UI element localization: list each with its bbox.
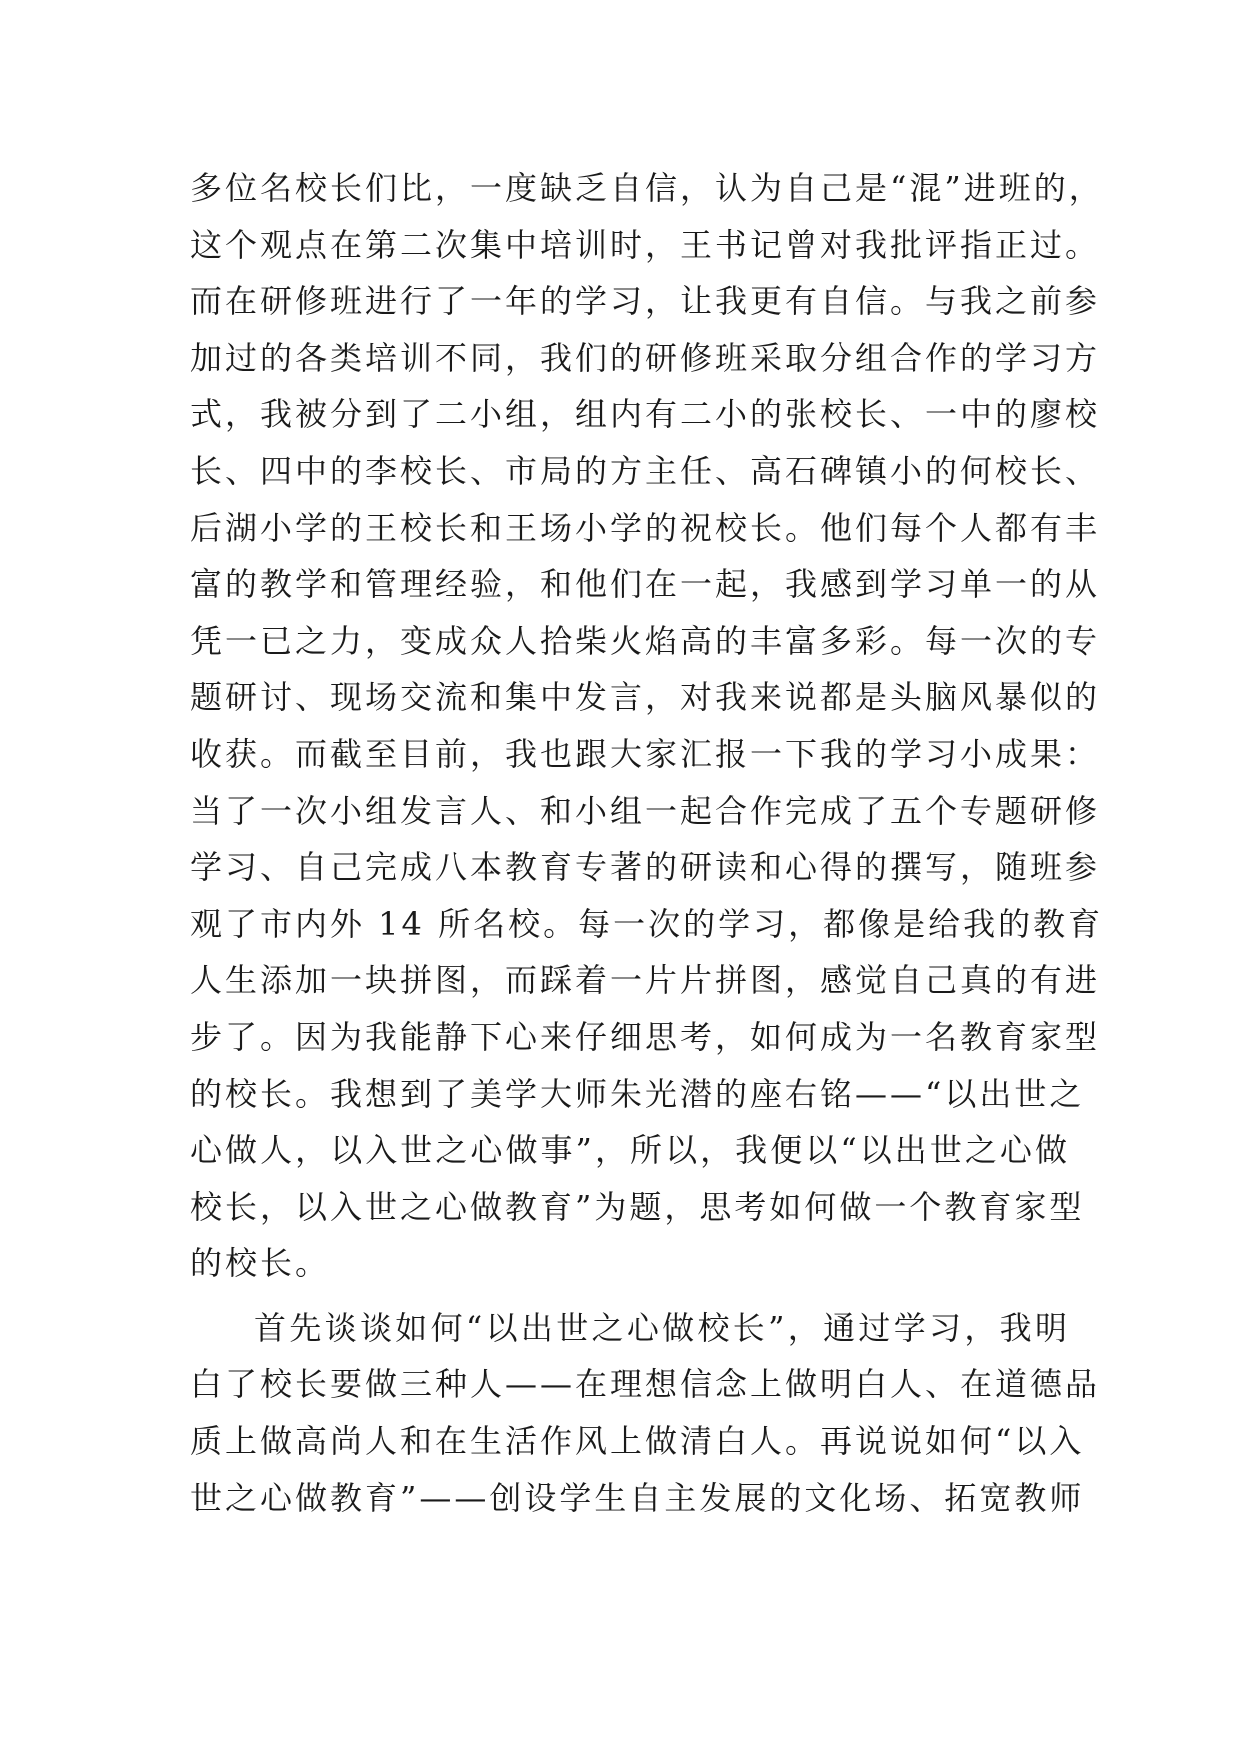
text-line: 凭一已之力，变成众人拾柴火焰高的丰富多彩。每一次的专 — [190, 621, 1101, 660]
text-line: 长、四中的李校长、市局的方主任、高石碑镇小的何校长、 — [190, 451, 1101, 490]
paragraph-2 — [190, 1300, 1101, 1526]
text-line: 这个观点在第二次集中培训时，王书记曾对我批评指正过。 — [190, 225, 1101, 264]
text-line: 富的教学和管理经验，和他们在一起，我感到学习单一的从 — [190, 565, 1101, 604]
body-text — [190, 160, 1104, 1526]
text-line: 观了市内外 14 所名校。每一次的学习，都像是给我的教育 — [190, 904, 1104, 943]
text-line: 步了。因为我能静下心来仔细思考，如何成为一名教育家型 — [190, 1017, 1101, 1056]
text-line: 质上做高尚人和在生活作风上做清白人。再说说如何“以入 — [190, 1422, 1085, 1461]
text-line: 世之心做教育”——创设学生自主发展的文化场、拓宽教师 — [190, 1478, 1085, 1517]
text-line: 心做人，以入世之心做事”，所以，我便以“以出世之心做 — [190, 1131, 1070, 1170]
text-line: 当了一次小组发言人、和小组一起合作完成了五个专题研修 — [190, 791, 1101, 830]
text-line: 收获。而截至目前，我也跟大家汇报一下我的学习小成果： — [190, 734, 1101, 773]
text-line: 首先谈谈如何“以出世之心做校长”，通过学习，我明 — [254, 1308, 1070, 1347]
text-line: 白了校长要做三种人——在理想信念上做明白人、在道德品 — [190, 1365, 1101, 1404]
text-line: 校长，以入世之心做教育”为题，思考如何做一个教育家型 — [190, 1187, 1085, 1226]
text-line: 的校长。我想到了美学大师朱光潜的座右铭——“以出世之 — [190, 1074, 1085, 1113]
text-line: 而在研修班进行了一年的学习，让我更有自信。与我之前参 — [190, 282, 1101, 321]
text-line: 多位名校长们比，一度缺乏自信，认为自己是“混”进班的， — [190, 169, 1104, 207]
paragraph-gap — [190, 1292, 1070, 1300]
text-line: 加过的各类培训不同，我们的研修班采取分组合作的学习方 — [190, 338, 1101, 377]
text-line: 的校长。 — [190, 1244, 331, 1283]
text-line: 学习、自己完成八本教育专著的研读和心得的撰写，随班参 — [190, 848, 1101, 887]
text-line: 题研讨、现场交流和集中发言，对我来说都是头脑风暴似的 — [190, 678, 1101, 717]
text-line: 人生添加一块拼图，而踩着一片片拼图，感觉自己真的有进 — [190, 961, 1101, 1000]
text-line: 式，我被分到了二小组，组内有二小的张校长、一中的廖校 — [190, 395, 1101, 434]
text-line: 后湖小学的王校长和王场小学的祝校长。他们每个人都有丰 — [190, 508, 1101, 547]
paragraph-1 — [190, 160, 1104, 1292]
